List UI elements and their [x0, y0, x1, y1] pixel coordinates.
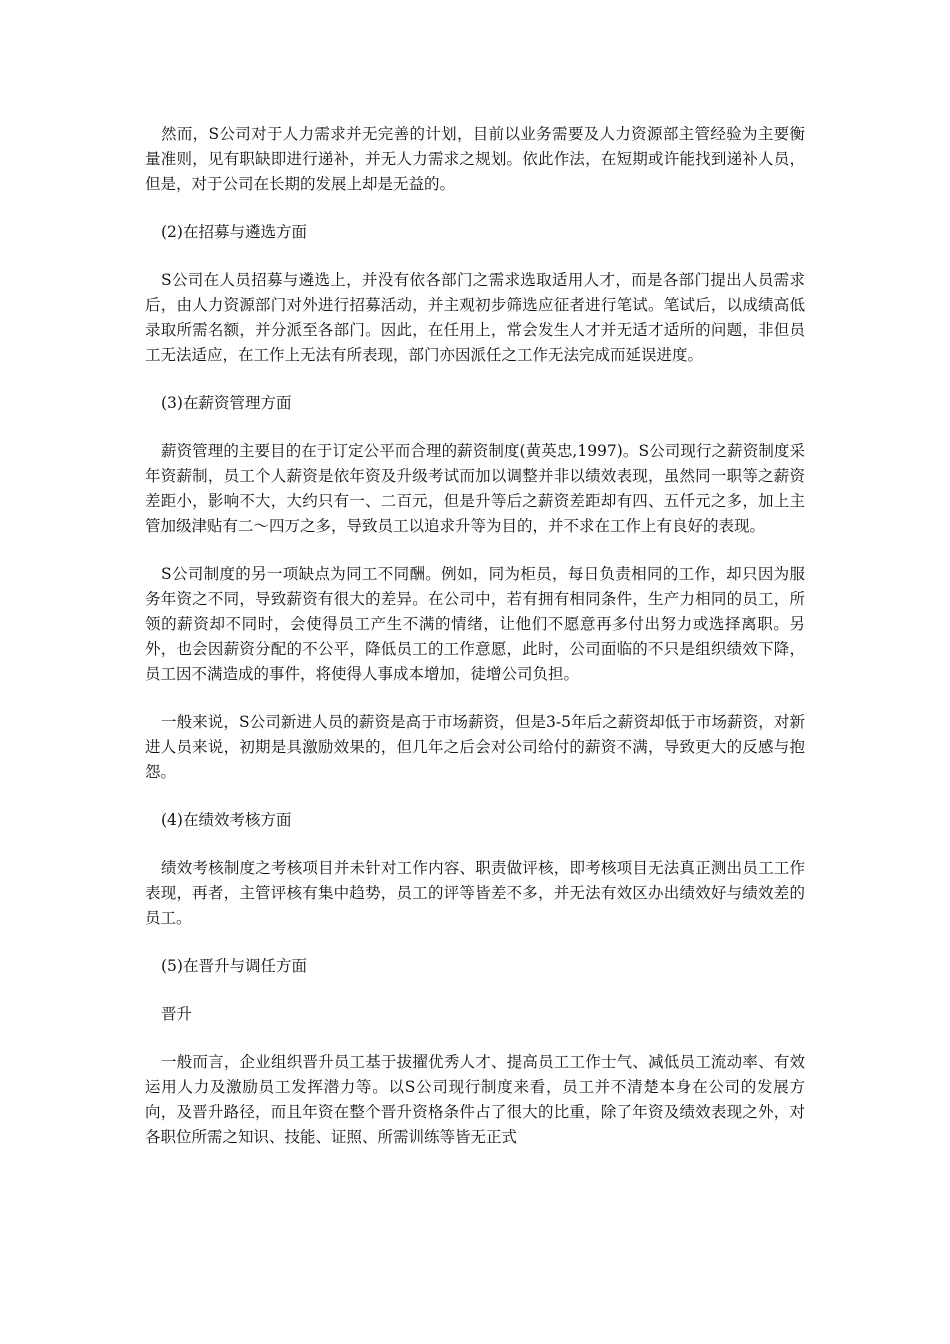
subheading-promotion: 晋升: [161, 1005, 193, 1023]
section-heading-performance: (4)在绩效考核方面: [161, 811, 292, 829]
document-body: [145, 122, 805, 1173]
section-heading-promotion: (5)在晋升与调任方面: [161, 957, 307, 975]
paragraph-new-hire-pay: 一般来说，S公司新进人员的薪资是高于市场薪资，但是3-5年后之薪资却低于市场薪资，对新进人员来说，初期是具激励效果的，但几年之后会对公司给付的薪资不满，导致更大的反感与抱怨。: [145, 713, 805, 781]
paragraph-recruitment: S公司在人员招募与遴选上，并没有依各部门之需求选取适用人才，而是各部门提出人员需求后，由人力资源部门对外进行招募活动，并主观初步筛选应征者进行笔试。笔试后，以成绩高低录取所需名额，并分派至各部门。因此，在任用上，常会发生人才并无适才适所的问题，非但员工无法适应，在工作上无法有所表现，部门亦因派任之工作无法完成而延误进度。: [145, 271, 805, 364]
paragraph-performance-appraisal: 绩效考核制度之考核项目并未针对工作内容、职责做评核，即考核项目无法真正测出员工工作表现，再者，主管评核有集中趋势，员工的评等皆差不多，并无法有效区办出绩效好与绩效差的员工。: [145, 859, 805, 927]
paragraph-unequal-pay: S公司制度的另一项缺点为同工不同酬。例如，同为柜员，每日负责相同的工作，却只因为服务年资之不同，导致薪资有很大的差异。在公司中，若有拥有相同条件，生产力相同的员工，所领的薪资却不同时，会使得员工产生不满的情绪，让他们不愿意再多付出努力或选择离职。另外，也会因薪资分配的不公平，降低员工的工作意愿，此时，公司面临的不只是组织绩效下降，员工因不满造成的事件，将使得人事成本增加，徒增公司负担。: [145, 565, 805, 683]
section-heading-compensation: (3)在薪资管理方面: [161, 394, 292, 412]
section-heading-recruitment: (2)在招募与遴选方面: [161, 223, 307, 241]
paragraph-compensation-system: 薪资管理的主要目的在于订定公平而合理的薪资制度(黄英忠,1997)。S公司现行之薪资制度采年资薪制，员工个人薪资是依年资及升级考试而加以调整并非以绩效表现，虽然同一职等之薪资差距小，影响不大，大约只有一、二百元，但是升等后之薪资差距却有四、五仟元之多，加上主管加级津贴有二～四万之多，导致员工以追求升等为目的，并不求在工作上有良好的表现。: [145, 442, 805, 535]
paragraph-manpower-planning: 然而，S公司对于人力需求并无完善的计划，目前以业务需要及人力资源部主管经验为主要衡量准则，见有职缺即进行递补，并无人力需求之规划。依此作法，在短期或许能找到递补人员，但是，对于公司在长期的发展上却是无益的。: [145, 125, 805, 193]
paragraph-promotion: 一般而言，企业组织晋升员工基于拔擢优秀人才、提高员工工作士气、减低员工流动率、有效运用人力及激励员工发挥潜力等。以S公司现行制度来看，员工并不清楚本身在公司的发展方向，及晋升路径，而且年资在整个晋升资格条件占了很大的比重，除了年资及绩效表现之外，对各职位所需之知识、技能、证照、所需训练等皆无正式: [145, 1053, 805, 1146]
